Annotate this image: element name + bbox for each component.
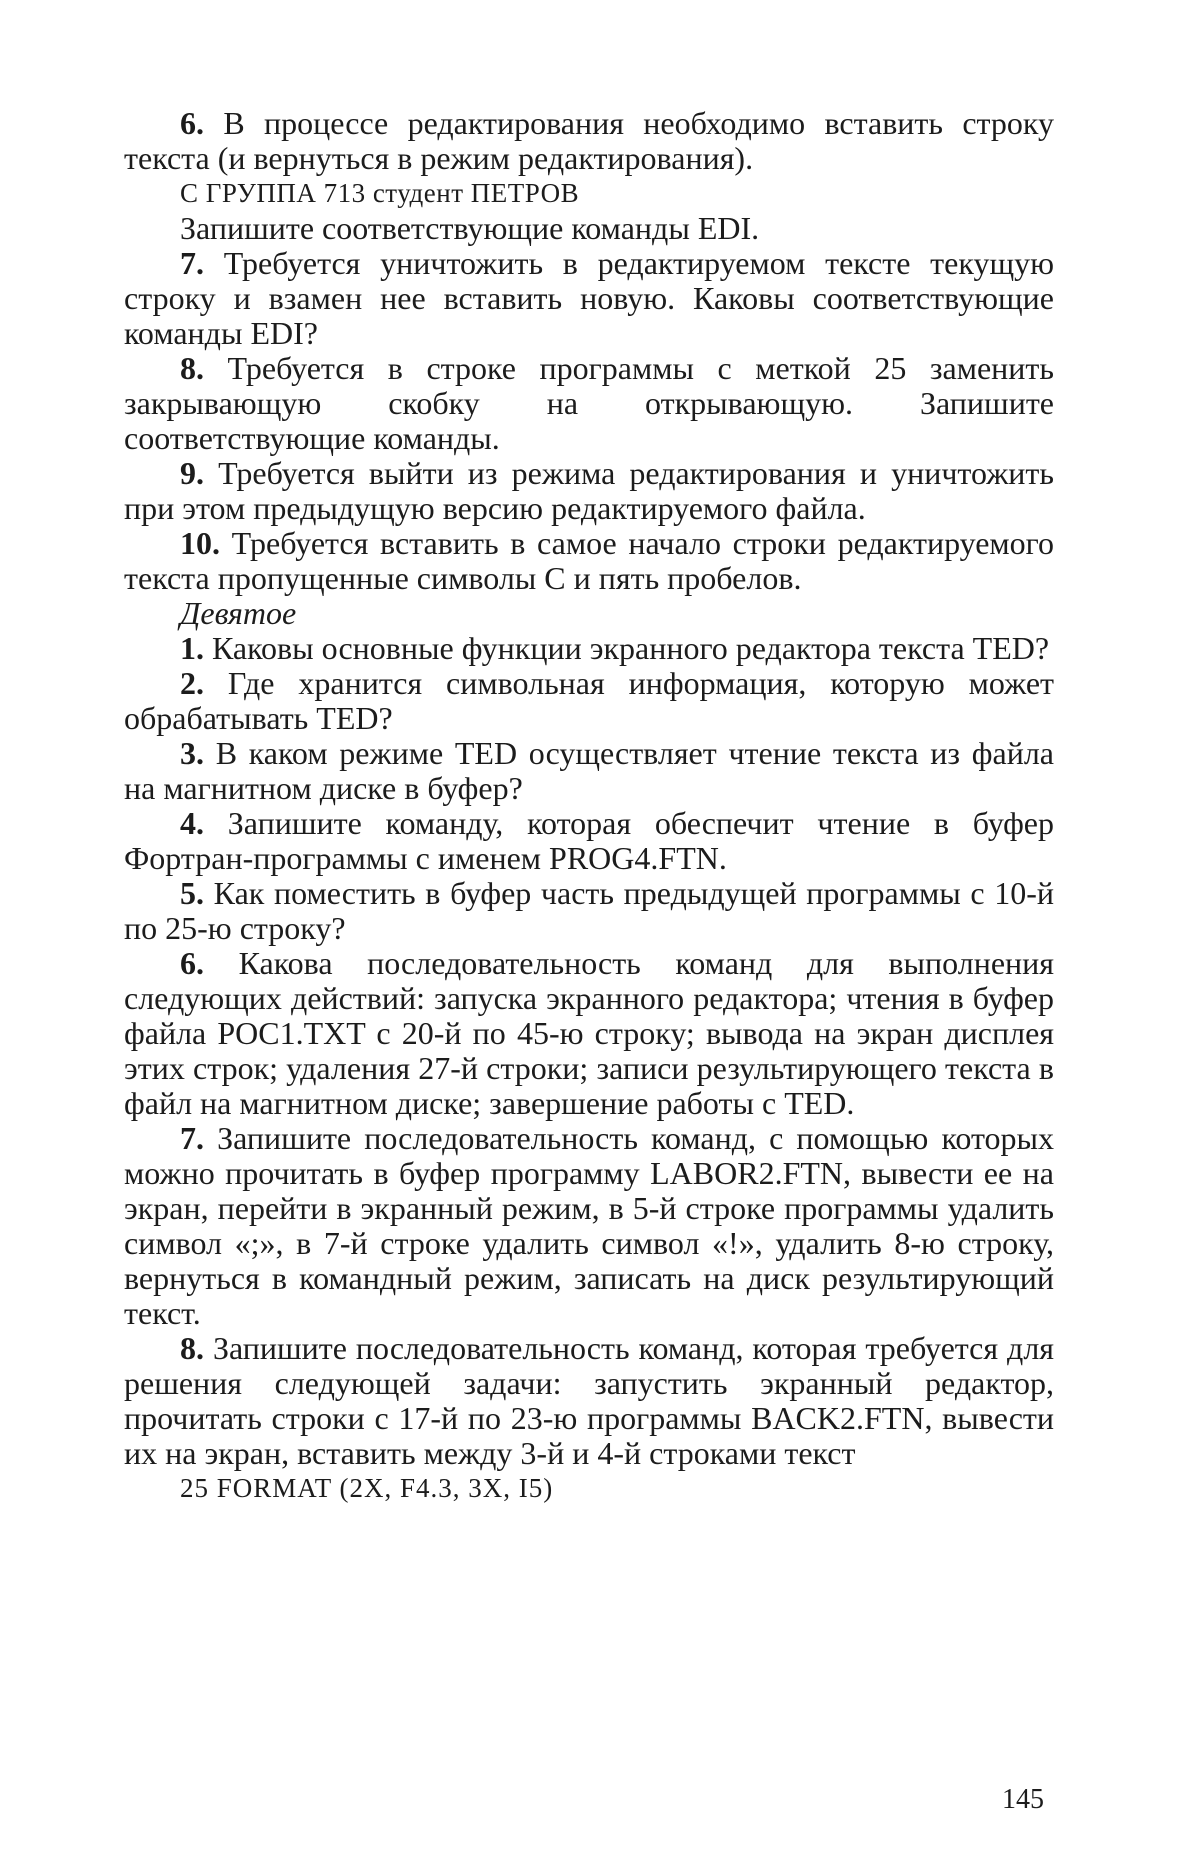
question-text: Какова последовательность команд для выполнения следующих действий: запуска экранного редактора; чтения в буфер файла POC1.TXT с 20-й по 45-ю строку; вывода на экран дисплея этих строк; удаления 27-й строки; записи результирующего текста в файл на магнитном диске; завершение работы с TED. bbox=[124, 945, 1054, 1121]
question-number: 10. bbox=[180, 525, 220, 561]
question-text: Требуется в строке программы с меткой 25 заменить закрывающую скобку на открывающую. Запишите соответствующие команды. bbox=[124, 350, 1054, 456]
section-title: Девятое bbox=[180, 595, 297, 631]
question-text: Запишите команду, которая обеспечит чтение в буфер Фортран-программы с именем PROG4.FTN. bbox=[124, 805, 1054, 876]
question-6-prev-tail: Запишите соответствующие команды EDI. bbox=[180, 210, 760, 246]
question-text: Запишите последовательность команд, с помощью которых можно прочитать в буфер программу LABOR2.FTN, вывести ее на экран, перейти в экранный режим, в 5-й строке программы удалить символ «;», в 7-й строке удалить символ «!», удалить 8-ю строку, вернуться в командный режим, записать на диск результирующий текст. bbox=[124, 1120, 1054, 1331]
question-number: 5. bbox=[180, 875, 204, 911]
question-8 bbox=[124, 1331, 1054, 1471]
question-4 bbox=[124, 806, 1054, 876]
page-text bbox=[124, 106, 1054, 1506]
command-example: C ГРУППА 713 студент ПЕТРОВ bbox=[180, 178, 580, 208]
question-text: Как поместить в буфер часть предыдущей программы с 10-й по 25-ю строку? bbox=[124, 875, 1054, 946]
question-number: 4. bbox=[180, 805, 204, 841]
question-text: Требуется вставить в самое начало строки редактируемого текста пропущенные символы C и пять пробелов. bbox=[124, 525, 1054, 596]
question-10-prev bbox=[124, 526, 1054, 596]
question-2 bbox=[124, 666, 1054, 736]
question-1 bbox=[124, 631, 1054, 666]
code-example: 25 FORMAT (2X, F4.3, 3X, I5) bbox=[180, 1473, 554, 1503]
question-3 bbox=[124, 736, 1054, 806]
question-number: 8. bbox=[180, 1330, 204, 1366]
question-7-prev bbox=[124, 246, 1054, 351]
question-5 bbox=[124, 876, 1054, 946]
question-9-prev bbox=[124, 456, 1054, 526]
question-7 bbox=[124, 1121, 1054, 1331]
question-6 bbox=[124, 946, 1054, 1121]
question-number: 2. bbox=[180, 665, 204, 701]
question-8-prev bbox=[124, 351, 1054, 456]
question-text: В каком режиме TED осуществляет чтение текста из файла на магнитном диске в буфер? bbox=[124, 735, 1054, 806]
question-6-prev bbox=[124, 106, 1054, 176]
page-number: 145 bbox=[1002, 1784, 1044, 1815]
question-number: 8. bbox=[180, 350, 204, 386]
question-text: В процессе редактирования необходимо вставить строку текста (и вернуться в режим редактирования). bbox=[124, 105, 1054, 176]
question-number: 7. bbox=[180, 245, 204, 281]
question-text: Где хранится символьная информация, которую может обрабатывать TED? bbox=[124, 665, 1054, 736]
question-text: Требуется уничтожить в редактируемом тексте текущую строку и взамен нее вставить новую. Каковы соответствующие команды EDI? bbox=[124, 245, 1054, 351]
question-number: 6. bbox=[180, 945, 204, 981]
question-text: Требуется выйти из режима редактирования и уничтожить при этом предыдущую версию редактируемого файла. bbox=[124, 455, 1054, 526]
question-text: Каковы основные функции экранного редактора текста TED? bbox=[204, 630, 1050, 666]
question-number: 9. bbox=[180, 455, 204, 491]
question-text: Запишите последовательность команд, которая требуется для решения следующей задачи: запустить экранный редактор, прочитать строки с 17-й по 23-ю программы BACK2.FTN, вывести их на экран, вставить между 3-й и 4-й строками текст bbox=[124, 1330, 1054, 1471]
question-number: 7. bbox=[180, 1120, 204, 1156]
question-number: 6. bbox=[180, 105, 204, 141]
question-number: 3. bbox=[180, 735, 204, 771]
question-number: 1. bbox=[180, 630, 204, 666]
